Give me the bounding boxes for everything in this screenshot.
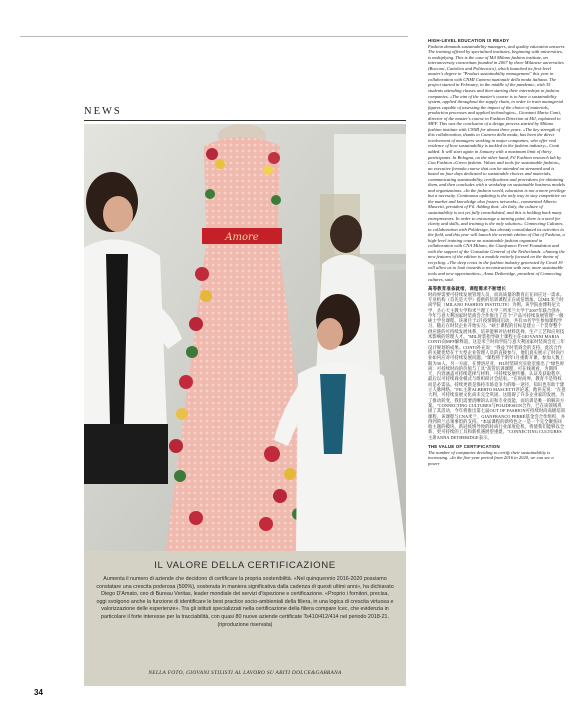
fashion-photo xyxy=(84,124,406,551)
box-body: Aumenta il numero di aziende che decidono di certificare la propria sostenibilità. «Nel quinquennio 2016-2020 possiamo constatare una crescita poderosa (500%), sostenuta in maniera significativa dalla cadenza di questi ultimi anni», ha dichiarato Diego D'Amato, ceo di Bureau Veritas, leader mondiale dei servizi d'ispezione e certificazione. «Proprio i fornitori, precisa, oggi svolgono anche la funzione di identificare le best practice socio-ambientali della filiera, in una logica di crescita virtuosa e valorizzazione delle esperienze». Tra gli istituti specializzati nella certificazione della filiera compare Icec, che evidenzia in particolare il forte interesse per la tracciabilità, con quasi 80 nuove aziende certificate Ts410/412/414 nel periodo 2018-21. (riproduzione riservata) xyxy=(96,576,394,628)
box-title: IL VALORE DELLA CERTIFICAZIONE xyxy=(154,560,336,571)
section-rule xyxy=(84,120,406,121)
translation-column xyxy=(428,38,566,466)
english-article: Fashion demands sustainability managers, and quality education answers. The training offered by specialized institutes, beginning with universities, is multiplying. This is the case of Mil Milano fashion institute, an interuniversity consortium founded in 2007 by three Milanese universities (Bocconi, Cattolica and Politecnico), which launched its first-level master's degree in "Product sustainability management" this year in collaboration with CNMI Camera nazionale della moda italiana. The project started in February, in the middle of the pandemic, with 35 students attending classes and then starting their internships in fashion companies. «The aim of the master's course is to have a sustainability system, applied throughout the supply chain, in order to train managerial figures capable of assessing the impact of the choice of materials, production processes and applied technologies», Giovanni Maria Conti, director of the master's course in Fashion Direction at Mil, explained to MFF. This was the conclusion of a design process started by Milano fashion institute with CNMI for almost three years. «The key strength of this collaboration, thanks to Camera della moda, has been the direct involvement of managers working in major companies, who offer real evidence of how sustainability is tackled in the fashion industry», Conti added. It will start again in January with a maximum limit of thirty participants. In Bologna, on the other hand, Fil Fashion research lab by Cna Fashion «Green fashion. Values and tools for sustainable fashion», an executive formula course that can be attended on streamed and is based on four days dedicated to sustainable choices and materials, communicating sustainability, certifications and procedures for obtaining them, and then concludes with a workshop on sustainable business models and organizations. «In the fashion world, education is not a mere privilege but a necessity. Continuous updating is the only way to stay competitive on the market and knowledge also fosters networks», commented Alberto Mascetti, president of Fil. Adding that: «In Italy, the culture of sustainability is not yet fully consolidated, and this is holding back many entrepreneurs. In order to encourage a turning point, there is a need for clarity and skills, and training is the only solution». Connecting Cultures, in collaboration with Polidesign, has already consolidated its activities in the field, and this year will launch the seventh edition of Out of Fashion, a high-level training course on sustainable fashion organized in collaboration with CNA Milano, the Gianfranco Ferré Foundation and with the support of the Consulate General of the Netherlands. «Among the new features of the edition is a module entirely focused on the theme of recycling. «The deep crisis in the fashion industry generated by Covid 19 will allow us to look towards a reconstruction with new, more sustainable tools and new opportunities», Anna Detheridge, president of Connecting cultures, said. xyxy=(428,43,566,282)
section-label: NEWS xyxy=(84,106,122,117)
certification-box xyxy=(84,551,406,686)
english-article-certification: The number of companies deciding to certify their sustainability is increasing. «In the five-year period from 2016 to 2020, we can see a power xyxy=(428,449,554,466)
top-rule xyxy=(20,36,408,37)
chinese-article: 时尚界需要可持续发展管理人员，而高质量的教育正在回应这一需求。专业机构（首先是大学）提供的培训课程正在成倍增加。以MIL米兰时尚学院（MILANO FASHION INSTITUTE）为例，该学院由博科尼大学、圣心天主教大学和米兰理工大学三所米兰大学于2007年联合创办，今年与意大利国家时装商会合作推出了首个"产品可持续发展管理"一级硕士学位课程。该项目于2月疫情期间启动，共有35名学生参加课程学习，随后在时装企业开始实习。"硕士课程的目标是建立一个贯穿整个供应链的可持续发展体系，培养能够评估材料选择、生产工艺和应用技术影响的管理人才。"MIL时装指导硕士课程主任GIOVANNI MARIA CONTI向MFF解释道。这是米兰时尚学院与意大利国家时装商会近三年设计规划的成果。CONTI补充说："得益于时装商会的支持，此次合作的关键优势在于大型企业管理人员的直接参与，他们真实展示了时尚行业如何应对可持续发展问题。"课程将于明年1月重新开课，参加人数上限为30人。另一方面，在博洛尼亚，FIL时装研究实验室推出了"绿色时尚：可持续时尚的价值与工具"高管培训课程，可在线观看，为期四天，内容涵盖可持续选择与材料、可持续发展传播、认证及获取程序，最后以可持续商业模式与组织研讨会结束。"在时尚界，教育不是特权而是必需品。持续更新是保持市场竞争力的唯一途径，知识也有助于建立人脉网络。"FIL主席ALBERTO MASCETTI评论道。他补充说："在意大利，可持续发展文化尚未完全巩固，这阻碍了许多企业家的发展。为了推动转变，我们需要清晰的认识和专业技能，而培训是唯一的解决方案。"CONNECTING CULTURES与POLIDESIGN合作，已在该领域巩固了其活动，今年将推出第七届OUT OF FASHION可持续时尚高级培训课程，该课程与CNA米兰、GIANFRANCO FERRÉ基金会合作组织，并得到荷兰总领事馆的支持。"本届课程的新特色之一是一个完全聚焦回收主题的模块。新冠疫情导致的时尚行业深度危机，将使我们能够以全新、更可持续的工具和新机遇展望重建。"CONNECTING CULTURES主席ANNA DETHERIDGE表示。 xyxy=(428,291,566,440)
english-heading: HIGH-LEVEL EDUCATION IS READY xyxy=(428,38,510,43)
sash-text: Amore xyxy=(225,232,259,243)
page-number: 34 xyxy=(34,688,43,697)
english-heading-certification: THE VALUE OF CERTIFICATION xyxy=(428,444,500,450)
chinese-heading: 高等教育准备就绪，课程需求不断增长 xyxy=(428,286,507,292)
fashion-photo-illustration xyxy=(84,124,406,551)
photo-caption: NELLA FOTO, GIOVANI STILISTI AL LAVORO SU ABITI DOLCE&GABBANA xyxy=(148,670,342,676)
